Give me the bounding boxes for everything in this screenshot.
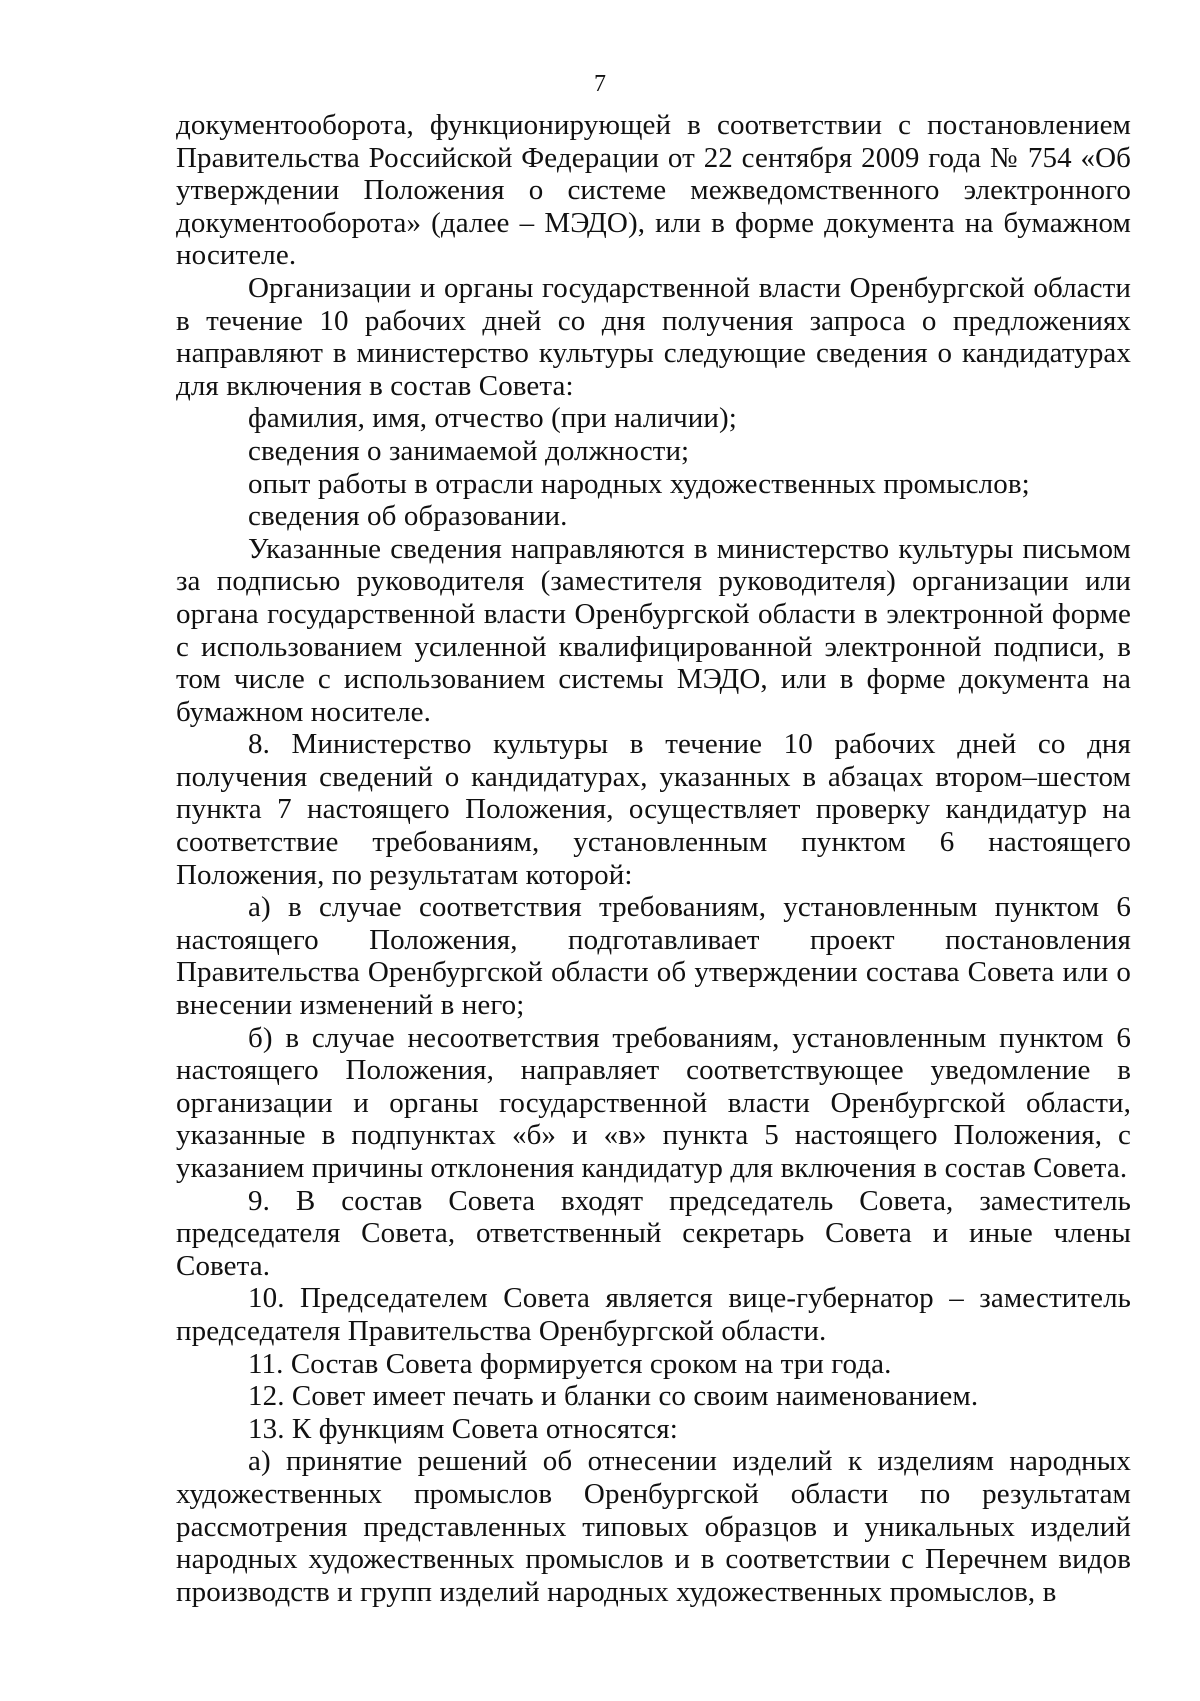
paragraph-clause-12: 12. Совет имеет печать и бланки со своим наименованием. (248, 1380, 979, 1413)
subclause-13a: а) принятие решений об отнесении изделий к изделиям народных художественных промыслов Оренбургской области по результатам рассмотрения представленных типовых образцов и уникальных изделий народных художественных промыслов и в соответствии с Перечнем видов производств и групп изделий народных художественных промыслов, в (176, 1445, 1131, 1608)
paragraph-clause-11: 11. Состав Совета формируется сроком на три года. (248, 1347, 892, 1380)
list-item-full-name: фамилия, имя, отчество (при наличии); (248, 402, 737, 435)
paragraph-clause-9: 9. В состав Совета входят председатель Совета, заместитель председателя Совета, ответственный секретарь Совета и иные члены Совета. (176, 1184, 1131, 1282)
paragraph-organizations-submit: Организации и органы государственной власти Оренбургской области в течение 10 рабочих дней со дня получения запроса о предложениях направляют в министерство культуры следующие сведения о кандидатурах для включения в состав Совета: (176, 271, 1131, 402)
list-item-education: сведения об образовании. (248, 500, 568, 533)
paragraph-clause-10: 10. Председателем Совета является вице-губернатор – заместитель председателя Правительства Оренбургской области. (176, 1282, 1131, 1347)
page-number: 7 (594, 71, 606, 97)
subclause-8b: б) в случае несоответствия требованиям, установленным пунктом 6 настоящего Положения, направляет соответствующее уведомление в организации и органы государственной власти Оренбургской области, указанные в подпунктах «б» и «в» пункта 5 настоящего Положения, с указанием причины отклонения кандидатур для включения в состав Совета. (176, 1021, 1131, 1184)
document-body (176, 109, 1131, 1608)
paragraph-clause-13: 13. К функциям Совета относятся: (248, 1412, 678, 1445)
subclause-8a: а) в случае соответствия требованиям, установленным пунктом 6 настоящего Положения, подготавливает проект постановления Правительства Оренбургской области об утверждении состава Совета или о внесении изменений в него; (176, 891, 1131, 1022)
paragraph-continuation: документооборота, функционирующей в соответствии с постановлением Правительства Российской Федерации от 22 сентября 2009 года № 754 «Об утверждении Положения о системе межведомственного электронного документооборота» (далее – МЭДО), или в форме документа на бумажном носителе. (176, 109, 1131, 272)
paragraph-submission-method: Указанные сведения направляются в министерство культуры письмом за подписью руководителя (заместителя руководителя) организации или органа государственной власти Оренбургской области в электронной форме с использованием усиленной квалифицированной электронной подписи, в том числе с использованием системы МЭДО, или в форме документа на бумажном носителе. (176, 532, 1131, 728)
list-item-position: сведения о занимаемой должности; (248, 434, 690, 467)
list-item-experience: опыт работы в отрасли народных художественных промыслов; (248, 467, 1030, 500)
paragraph-clause-8: 8. Министерство культуры в течение 10 рабочих дней со дня получения сведений о кандидатурах, указанных в абзацах втором–шестом пункта 7 настоящего Положения, осуществляет проверку кандидатур на соответствие требованиям, установленным пунктом 6 настоящего Положения, по результатам которой: (176, 728, 1131, 891)
